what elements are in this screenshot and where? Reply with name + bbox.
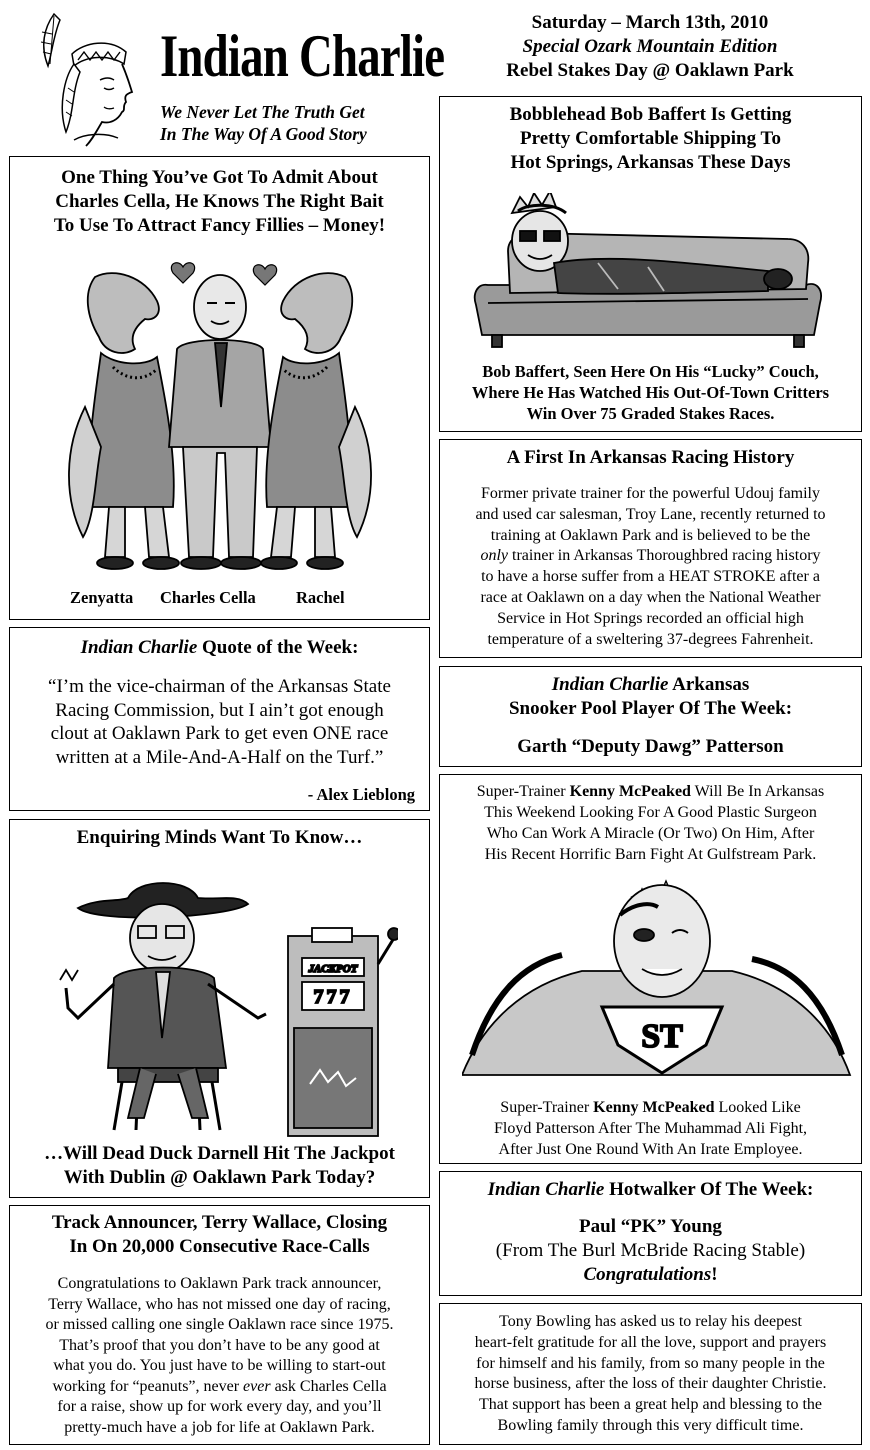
enquiring-cartoon (58, 868, 398, 1138)
quote-title-italic: Indian Charlie (80, 637, 198, 658)
wallace-line2: Terry Wallace, who has not missed one day of racing, (48, 1295, 391, 1313)
enquiring-minds-article (9, 819, 430, 1198)
bowling-line1: Tony Bowling has asked us to relay his deepest (499, 1313, 802, 1330)
wallace-line6: working for “peanuts”, never ever ask Charles Cella (52, 1377, 387, 1395)
hotwalker-title: Indian Charlie Hotwalker Of The Week: (487, 1179, 814, 1200)
bowling-gratitude-note (439, 1303, 862, 1445)
wallace-headline-line1: Track Announcer, Terry Wallace, Closing (51, 1212, 388, 1233)
enquiring-headline: Enquiring Minds Want To Know… (76, 827, 363, 848)
indian-chief-head-icon (14, 8, 134, 148)
masthead-motto-line1: We Never Let The Truth Get (160, 102, 365, 122)
snooker-player-name: Garth “Deputy Dawg” Patterson (517, 736, 784, 757)
wallace-line5: what you do. You just have to be willing to start-out (53, 1357, 386, 1374)
cella-article (9, 156, 430, 620)
quote-line3: clout at Oaklawn Park to get even ONE race (50, 723, 389, 744)
mcpeaked-caption-line1: Super-Trainer Kenny McPeaked Looked Like (500, 1099, 801, 1116)
wallace-line1: Congratulations to Oaklawn Park track announcer, (57, 1275, 382, 1292)
cella-cartoon (65, 257, 375, 587)
mcpeaked-caption-line3: After Just One Round With An Irate Employee. (498, 1141, 803, 1158)
hotwalker-congrats: Congratulations! (583, 1264, 718, 1285)
wallace-headline-line2: In On 20,000 Consecutive Race-Calls (69, 1236, 370, 1257)
caption-zenyatta: Zenyatta (70, 588, 134, 607)
hotwalker-stable: (From The Burl McBride Racing Stable) (495, 1240, 806, 1261)
first-line7: Service in Hot Springs recorded an official high (497, 609, 804, 627)
slot-machine (288, 928, 398, 1136)
slot-reels: 777 (313, 986, 353, 1008)
baffert-caption-line2: Where He Has Watched His Out-Of-Town Critters (471, 383, 830, 402)
baffert-headline-line3: Hot Springs, Arkansas These Days (510, 152, 791, 173)
mcpeaked-intro-line1: Super-Trainer Kenny McPeaked Will Be In Arkansas (476, 783, 825, 800)
quote-line1: “I’m the vice-chairman of the Arkansas State (48, 676, 391, 697)
baffert-cartoon (468, 193, 828, 353)
mcpeaked-intro-line2: This Weekend Looking For A Good Plastic Surgeon (484, 804, 817, 821)
masthead-logo (14, 8, 134, 148)
filly-zenyatta-figure (69, 273, 179, 569)
first-line5: to have a horse suffer from a HEAT STROKE after a (481, 568, 820, 586)
heart-icon (253, 265, 276, 285)
masthead-motto-line2: In The Way Of A Good Story (160, 124, 367, 144)
wallace-article (9, 1205, 430, 1445)
edition-line: Special Ozark Mountain Edition (522, 36, 778, 57)
quote-title (10, 636, 429, 660)
first-only-emphasis: only (480, 547, 509, 565)
first-line6: race at Oaklawn on a day when the National Weather (480, 588, 821, 606)
first-line2: and used car salesman, Troy Lane, recently returned to (475, 505, 826, 523)
snooker-player-of-week (439, 666, 862, 767)
hotwalker-name: Paul “PK” Young (579, 1216, 722, 1237)
wallace-line4: That’s proof that you don’t have to be any good at (59, 1336, 380, 1354)
enquiring-caption-line2: With Dublin @ Oaklawn Park Today? (63, 1167, 376, 1188)
wallace-line3: or missed calling one single Oaklawn race since 1975. (45, 1316, 394, 1333)
mcpeaked-intro-line3: Who Can Work A Miracle (Or Two) On Him, After (486, 825, 815, 842)
first-line4: only trainer in Arkansas Thoroughbred racing history (480, 547, 821, 565)
bowling-line5: That support has been a great help and blessing to the (478, 1396, 822, 1414)
bowling-line3: for himself and his family, from so many people in the (476, 1354, 825, 1372)
enquiring-caption-line1: …Will Dead Duck Darnell Hit The Jackpot (44, 1143, 395, 1164)
heart-icon (171, 263, 194, 283)
slot-jackpot-label: JACKPOT (308, 963, 358, 975)
man-in-cowboy-hat-figure (60, 883, 266, 1130)
caption-charles-cella: Charles Cella (160, 588, 256, 607)
first-headline: A First In Arkansas Racing History (506, 447, 795, 468)
event-line: Rebel Stakes Day @ Oaklawn Park (506, 60, 794, 81)
mcpeaked-intro-line4: His Recent Horrific Barn Fight At Gulfstream Park. (484, 846, 817, 863)
first-line3: training at Oaklawn Park and is believed to be the (490, 526, 811, 544)
bowling-line6: Bowling family through this very difficult time. (497, 1416, 804, 1434)
baffert-headline-line2: Pretty Comfortable Shipping To (520, 128, 781, 149)
cella-headline-line3: To Use To Attract Fancy Fillies – Money! (53, 215, 386, 236)
wallace-line7: for a raise, show up for work every day, and you’ll (57, 1398, 382, 1415)
superhero-trainer-figure (462, 885, 850, 1075)
first-line8: temperature of a sweltering 37-degrees Fahrenheit. (487, 630, 814, 648)
baffert-caption-line1: Bob Baffert, Seen Here On His “Lucky” Couch, (482, 362, 819, 381)
snooker-title-line2: Snooker Pool Player Of The Week: (508, 698, 793, 719)
cella-headline-line1: One Thing You’ve Got To Admit About (61, 167, 378, 188)
masthead-title: Indian Charlie (160, 23, 445, 89)
quote-line2: Racing Commission, but I ain’t got enough (55, 699, 384, 721)
mcpeaked-article (439, 774, 862, 1164)
bowling-line4: horse business, after the loss of their daughter Christie. (474, 1375, 827, 1393)
mcpeaked-caption-line2: Floyd Patterson After The Muhammad Ali Fight, (493, 1120, 808, 1137)
caption-rachel: Rachel (296, 588, 345, 607)
wallace-ever-emphasis: ever (243, 1377, 271, 1395)
quote-line4: written at a Mile-And-A-Half on the Turf.” (55, 746, 384, 768)
first-line1: Former private trainer for the powerful Udouj family (481, 485, 820, 502)
cella-headline-line2: Charles Cella, He Knows The Right Bait (55, 191, 384, 212)
baffert-article (439, 96, 862, 432)
wallace-line8: pretty-much have a job for life at Oaklawn Park. (64, 1418, 375, 1436)
charles-cella-figure (169, 275, 271, 569)
hotwalker-of-week (439, 1171, 862, 1296)
bowling-line2: heart-felt gratitude for all the love, support and prayers (474, 1333, 827, 1351)
quote-of-the-week (9, 627, 430, 811)
first-in-arkansas-article (439, 439, 862, 658)
date-line: Saturday – March 13th, 2010 (531, 12, 769, 33)
quote-title-rest: Quote of the Week: (197, 637, 359, 658)
baffert-headline-line1: Bobblehead Bob Baffert Is Getting (509, 104, 792, 125)
filly-rachel-figure (261, 273, 371, 569)
snooker-title-line1: Indian Charlie Arkansas (551, 674, 750, 695)
mcpeaked-cartoon (462, 875, 852, 1091)
superhero-chest-logo: ST (641, 1018, 683, 1055)
baffert-caption-line3: Win Over 75 Graded Stakes Races. (526, 404, 775, 423)
quote-attribution: - Alex Lieblong (307, 785, 415, 804)
